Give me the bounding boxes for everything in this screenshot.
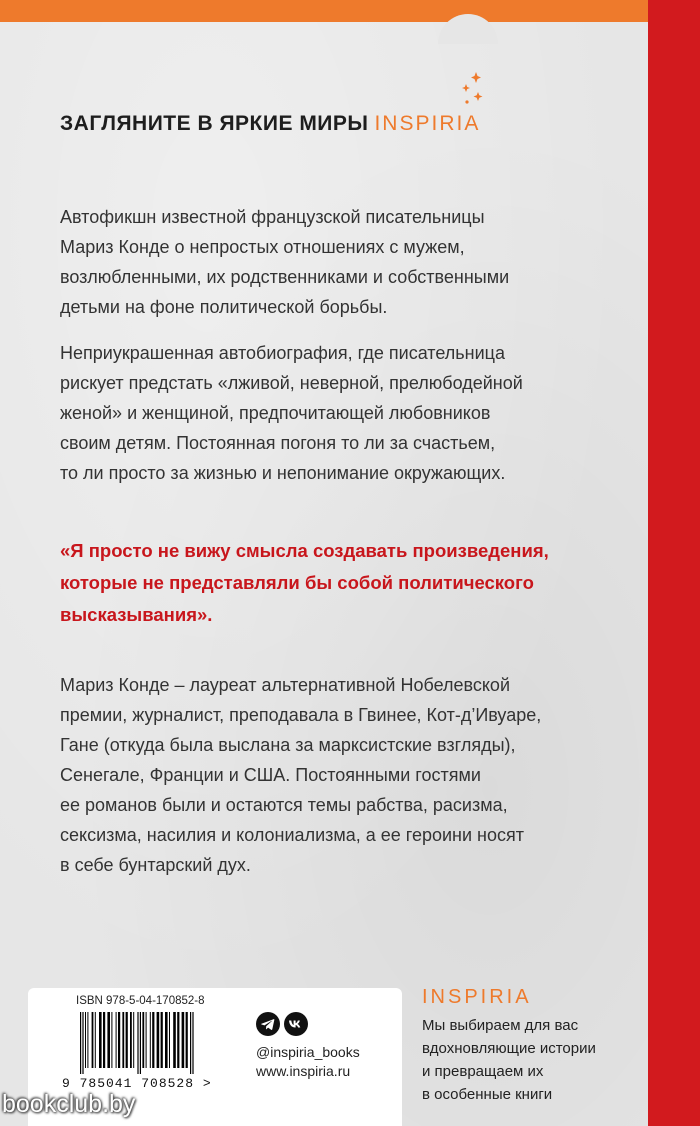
barcode-bar (116, 1012, 117, 1068)
text-line: в себе бунтарский дух. (60, 855, 251, 875)
text-line: возлюбленными, их родственниками и собственными (60, 267, 510, 287)
quote-line: «Я просто не вижу смысла создавать произведения, (60, 540, 549, 561)
barcode-bar (87, 1012, 88, 1068)
author-quote (60, 535, 600, 631)
barcode-bar (82, 1012, 83, 1074)
headline-text: ЗАГЛЯНИТЕ В ЯРКИЕ МИРЫ (60, 112, 369, 135)
barcode-bar (133, 1012, 134, 1068)
text-line: Сенегале, Франции и США. Постоянными гостями (60, 765, 481, 785)
text-line: Мариз Конде – лауреат альтернативной Нобелевской (60, 675, 510, 695)
text-line: Неприукрашенная автобиография, где писательница (60, 343, 505, 363)
barcode-bar (130, 1012, 132, 1068)
barcode-bar (99, 1012, 102, 1068)
social-handle: @inspiria_books (256, 1044, 360, 1060)
publisher-name: INSPIRIA (422, 986, 532, 1008)
barcode-bar (157, 1012, 160, 1068)
text-line: Автофикшн известной французской писательницы (60, 207, 485, 227)
barcode-bar (95, 1012, 96, 1068)
barcode-bar (142, 1012, 144, 1068)
barcode-bar (118, 1012, 120, 1068)
barcode-bar (122, 1012, 124, 1068)
text-line: Гане (откуда была выслана за марксистские взгляды), (60, 735, 516, 755)
top-orange-band (0, 0, 648, 22)
text-line: сексизма, насилия и колониализма, а ее героини носят (60, 825, 524, 845)
tagline-line: Мы выбираем для вас (422, 1017, 579, 1034)
barcode-bar (165, 1012, 168, 1068)
barcode-bar (190, 1012, 191, 1074)
quote-line: которые не представляли бы собой политического (60, 572, 534, 593)
barcode-bar (85, 1012, 86, 1068)
barcode (76, 1012, 244, 1074)
barcode-bar (182, 1012, 185, 1068)
barcode-bar (161, 1012, 163, 1068)
text-line: Мариз Конде о непростых отношениях с мужем, (60, 237, 465, 257)
barcode-bar (150, 1012, 151, 1068)
text-line: своим детям. Постоянная погоня то ли за счастьем, (60, 433, 496, 453)
barcode-bar (186, 1012, 188, 1068)
barcode-digits: 9 785041 708528 > (62, 1076, 212, 1091)
barcode-bar (92, 1012, 94, 1068)
barcode-bar (140, 1012, 141, 1074)
description-paragraph-1 (60, 202, 590, 322)
publisher-website: www.inspiria.ru (256, 1063, 351, 1079)
text-line: то ли просто за жизнью и непонимание окружающих. (60, 463, 506, 483)
tagline-line: в особенные книги (422, 1086, 553, 1103)
vk-icon (284, 1012, 308, 1036)
tagline-line: и превращаем их (422, 1063, 544, 1080)
barcode-bar (137, 1012, 138, 1074)
isbn-number: ISBN 978-5-04-170852-8 (76, 995, 205, 1007)
text-line: женой» и женщиной, предпочитающей любовников (60, 403, 491, 423)
author-bio (60, 670, 590, 880)
barcode-bar (80, 1012, 81, 1074)
red-spine (648, 0, 700, 1126)
headline-brand: INSPIRIA (374, 112, 481, 135)
sparkle-icon (460, 72, 486, 106)
barcode-bar (173, 1012, 176, 1068)
barcode-bar (111, 1012, 112, 1068)
publisher-tagline (422, 1014, 642, 1106)
text-line: рискует предстать «лживой, неверной, прелюбодейной (60, 373, 523, 393)
barcode-bar (146, 1012, 147, 1068)
telegram-icon (256, 1012, 280, 1036)
text-line: детьми на фоне политической борьбы. (60, 297, 388, 317)
barcode-bar (107, 1012, 110, 1068)
text-line: ее романов были и остаются темы рабства, расизма, (60, 795, 508, 815)
tagline-line: вдохновляющие истории (422, 1040, 596, 1057)
headline (60, 112, 530, 136)
barcode-bar (126, 1012, 128, 1068)
quote-line: высказывания». (60, 604, 213, 625)
barcode-bar (152, 1012, 154, 1068)
barcode-bar (103, 1012, 105, 1068)
barcode-bar (169, 1012, 170, 1068)
barcode-bar (177, 1012, 179, 1068)
description-paragraph-2 (60, 338, 590, 488)
barcode-bar (192, 1012, 193, 1074)
watermark: bookclub.by (2, 1090, 136, 1118)
text-line: премии, журналист, преподавала в Гвинее, Кот-д’Ивуаре, (60, 705, 542, 725)
